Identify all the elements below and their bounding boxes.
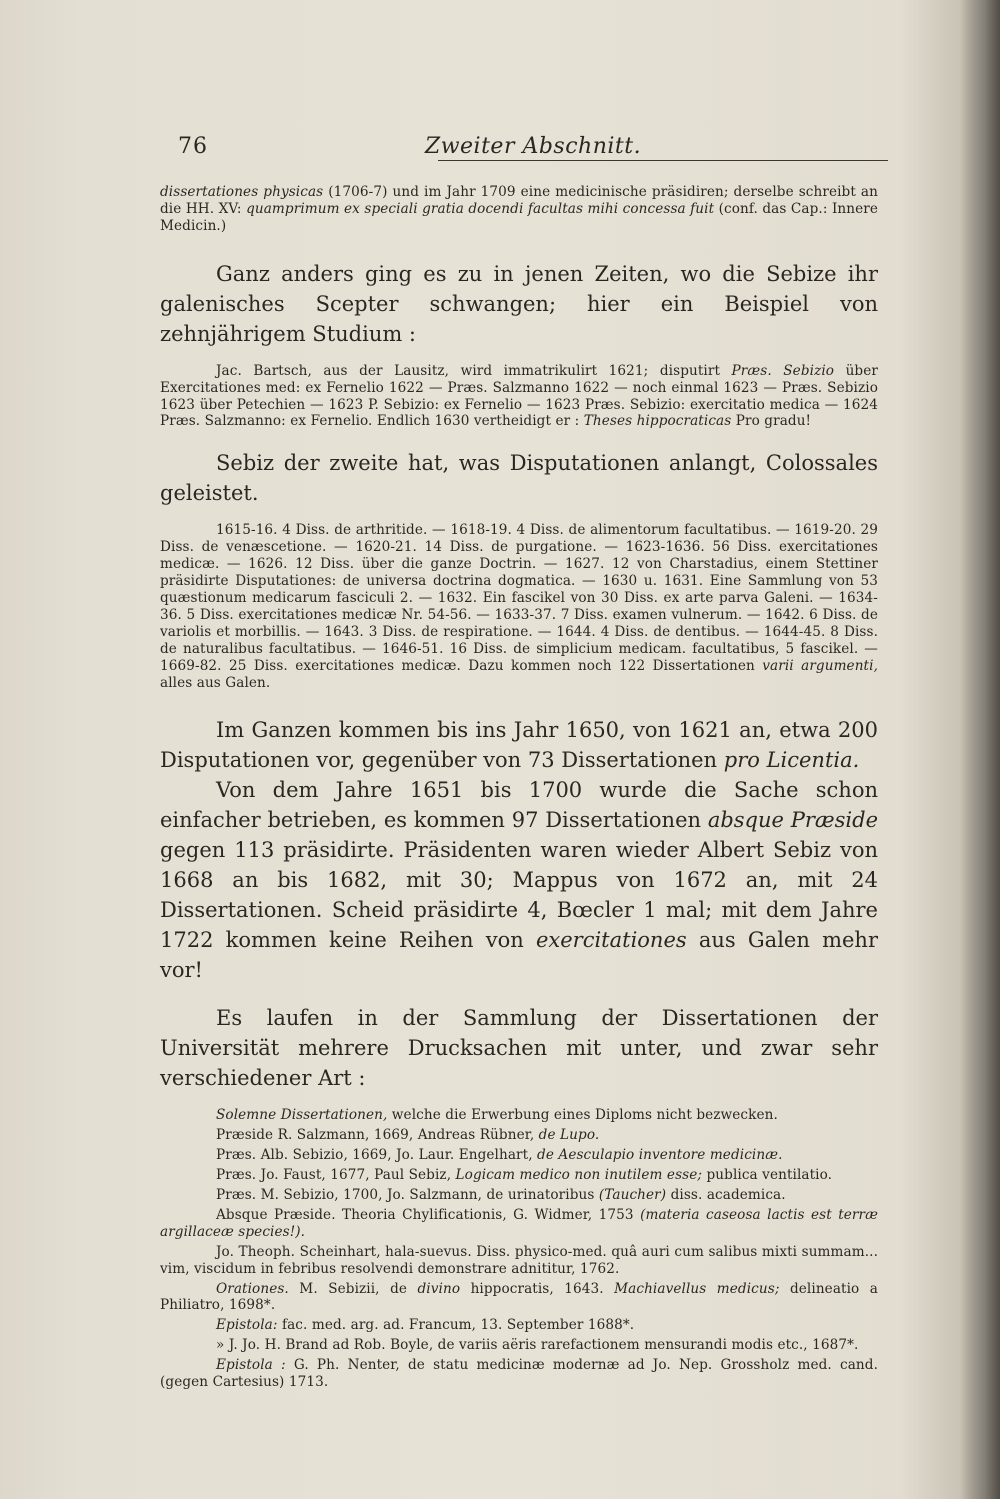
text: welche die Erwerbung eines Diploms nicht bezwecken. [387, 1107, 778, 1124]
italic-text: Epistola : [216, 1357, 286, 1374]
italic-text: Logicam medico non inutilem esse; [455, 1167, 703, 1184]
text: G. Ph. Nenter, de statu medicinæ modernæ ad Jo. Nep. Grossholz med. cand. (gegen Cartesius) 1713. [160, 1357, 878, 1391]
italic-text: (Taucher) [598, 1187, 667, 1204]
list-item: Jo. Theoph. Scheinhart, hala-suevus. Diss. physico-med. quâ auri cum salibus mixti summam... vim, viscidum in febribus resolvendi demonstrare adnititur, 1762. [160, 1243, 878, 1277]
page-header [178, 130, 888, 166]
text: gegen 113 präsidirte. Präsidenten waren wieder Albert Sebiz von 1668 an bis 1682, mit 30; Mappus von 1672 an, mit 24 Dissertationen. Scheid präsidirte 4, Bœcler 1 mal; mit dem Jahre 1722 kommen keine Reihen von [160, 838, 878, 953]
header-rule [438, 160, 888, 161]
text: Jac. Bartsch, aus der Lausitz, wird immatrikulirt 1621; disputirt [216, 362, 732, 379]
continuation-paragraph [160, 184, 878, 235]
list-item [160, 1207, 878, 1241]
paragraph-sebiz-colossal: Sebiz der zweite hat, was Disputationen anlangt, Colossales geleistet. [160, 451, 878, 506]
text: Præside R. Salzmann, 1669, Andreas Rübner, [216, 1127, 539, 1144]
page-body [160, 184, 878, 1394]
text: über Exercitationes med: ex Fernelio 1622 — Præs. Salzmanno 1622 — noch einmal 1623 — Præs. Sebizio 1623 über Petechien — 1623 P. Sebizio: ex Fernelio — 1623 Præs. Sebizio: exercitatio medica — 1624 Præs. Salzmanno: ex Fernelio. Endlich 1630 vertheidigt er : [160, 362, 878, 430]
italic-text: Theses hippocraticas [583, 413, 732, 430]
running-head: Zweiter Abschnitt. [424, 134, 642, 159]
paragraph-von-dem-jahre [160, 775, 878, 985]
italic-text: varii argumenti, [762, 657, 878, 674]
page-number: 76 [178, 134, 208, 159]
text: Von dem Jahre 1651 bis 1700 wurde die Sache schon einfacher betrieben, es kommen 97 Dissertationen [160, 778, 878, 833]
italic-text: (materia caseosa lactis est terræ argillaceæ species!). [160, 1206, 878, 1240]
list-item [160, 1357, 878, 1391]
page-gutter-shadow [960, 0, 1000, 1499]
list-item [160, 1167, 878, 1184]
italic-text: pro Licentia. [723, 748, 860, 773]
italic-text: absque Præside [707, 808, 878, 833]
text: aus Galen mehr vor! [160, 928, 878, 983]
disputation-list [160, 522, 878, 691]
paragraph-sammlung: Es laufen in der Sammlung der Dissertationen der Universität mehrere Drucksachen mit unter, und zwar sehr verschiedener Art : [160, 1006, 878, 1091]
example-bartsch [160, 363, 878, 431]
list-item [160, 1187, 878, 1204]
print-list [160, 1107, 878, 1391]
italic-text: Solemne Dissertationen, [216, 1107, 388, 1124]
text: diss. academica. [666, 1187, 786, 1204]
italic-text: de Aesculapio inventore medicinæ. [537, 1147, 783, 1164]
text: publica ventilatio. [702, 1167, 833, 1184]
list-item [160, 1127, 878, 1144]
italic-text: dissertationes physicas [160, 184, 324, 200]
text: Absque Præside. Theoria Chylificationis, G. Widmer, 1753 [216, 1206, 641, 1223]
italic-text: quamprimum ex speciali gratia docendi facultas mihi concessa fuit [246, 200, 715, 217]
italic-text: Epistola: [216, 1317, 278, 1334]
list-item [160, 1281, 878, 1315]
text: 1615-16. 4 Diss. de arthritide. — 1618-19. 4 Diss. de alimentorum facultatibus. — 1619-20. 29 Diss. de venæscetione. — 1620-21. 14 Diss. de purgatione. — 1623-1636. 56 Diss. exercitationes medicæ. — 1626. 12 Diss. über die ganze Doctrin. — 1627. 12 von Charstadius, einem Stettiner präsidirte Disputationes: de universa doctrina dogmatica. — 1630 u. 1631. Eine Sammlung von 53 quæstionum medicarum fasciculi 2. — 1632. Ein fascikel von 30 Diss. ex arte parva Galeni. — 1634-36. 5 Diss. exercitationes medicæ Nr. 54-56. — 1633-37. 7 Diss. examen vulnerum. — 1642. 6 Diss. de variolis et morbillis. — 1643. 3 Diss. de respiratione. — 1644. 4 Diss. de dentibus. — 1644-45. 8 Diss. de naturalibus facultatibus. — 1646-51. 16 Diss. de simplicium medicam. facultatibus, 5 fascikel. — 1669-82. 25 Diss. exercitationes medicæ. Dazu kommen noch 122 Dissertationen [160, 522, 878, 674]
text: Præs. M. Sebizio, 1700, Jo. Salzmann, de urinatoribus [216, 1187, 599, 1204]
italic-text: divino [417, 1280, 461, 1297]
text: Im Ganzen kommen bis ins Jahr 1650, von 1621 an, etwa 200 Disputationen vor, gegenüber von 73 Dissertationen [160, 718, 878, 773]
italic-text: Præs. Sebizio [731, 362, 835, 379]
list-item [160, 1317, 878, 1334]
text: Pro gradu! [731, 413, 812, 430]
text: delineatio a Philiatro, 1698*. [160, 1280, 878, 1314]
text: hippocratis, 1643. [460, 1280, 615, 1297]
list-item [160, 1147, 878, 1164]
paragraph-im-ganzen [160, 715, 878, 775]
list-item [160, 1107, 878, 1124]
text: Præs. Alb. Sebizio, 1669, Jo. Laur. Engelhart, [216, 1147, 538, 1164]
italic-text: Machiavellus medicus; [614, 1280, 780, 1297]
italic-text: Orationes. [216, 1280, 289, 1297]
text: Præs. Jo. Faust, 1677, Paul Sebiz, [216, 1167, 456, 1184]
italic-text: de Lupo. [538, 1127, 600, 1144]
paragraph-galen-sceptre: Ganz anders ging es zu in jenen Zeiten, wo die Sebize ihr galenisches Scepter schwangen; hier ein Beispiel von zehnjährigem Studium : [160, 261, 878, 346]
text: (conf. das Cap.: Innere Medicin.) [160, 200, 879, 234]
text: (1706-7) und im Jahr 1709 eine medicinische präsidiren; derselbe schreibt an die HH. XV: [160, 184, 878, 217]
text: fac. med. arg. ad. Francum, 13. September 1688*. [277, 1317, 635, 1334]
italic-text: exercitationes [535, 928, 687, 953]
list-item: » J. Jo. H. Brand ad Rob. Boyle, de variis aëris rarefactionem mensurandi modis etc., 1687*. [216, 1337, 859, 1354]
text: M. Sebizii, de [288, 1280, 418, 1297]
text: alles aus Galen. [160, 674, 271, 691]
